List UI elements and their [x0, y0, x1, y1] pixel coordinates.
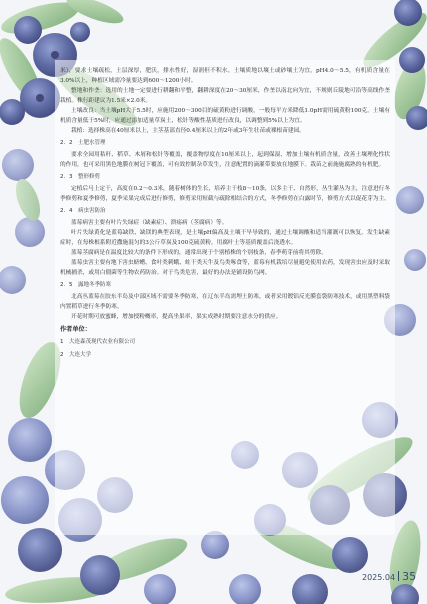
paragraph-pests: 蓝莓虫害主要有地下害虫蛴螬、食叶类刺蛾、蛀干类天牛及鸟类啄食等，蓝莓有机栽培尽量避免使用农药，发现害虫应及时采取机械捕杀，或用白僵菌等生物农药防治。对于鸟类危害，最好的办法是铺设防鸟网。 [60, 260, 390, 276]
paragraph-planting: 栽植：选择株高在40厘米以上，主茎基部直径0.4厘米以上的2年或3年生壮苗或裸根苗建园。 [71, 128, 305, 134]
paragraph-pollination: 开花时期可放蜜蜂，增加授粉概率，提高坐果率，果实成熟时期要注意水分的供应。 [71, 314, 282, 320]
affiliation-2: 2 大连大学 [60, 352, 91, 358]
paragraph-land-prep: 整地和作垄：选用的土地一定要进行耕翻和平整，翻耕深度在20～30厘米，作垄以南北向为宜，不规则丘陵地可沿等高线作垄栽植。株行距建议为1.5米×2.0米。 [60, 88, 390, 104]
section-heading-winter-protection: 2．5 露地冬季防寒 [60, 282, 111, 288]
paragraph-chlorosis: 叶片失绿黄化是蓝莓缺铁、缺镁的典型表现，是土壤pH偏高及土壤干旱导致的，通过土壤调酸和适当灌溉可以恢复。发生缺素症时，在每株根系附近撒施混匀的3公斤草炭及100克硫黄粉，用腐叶土等基质覆盖后浇透水。 [60, 230, 390, 246]
paragraph-winter-protection: 北高丛蓝莓在胶东半岛及中部区域不需要冬季防寒，在辽东半岛需埋土防寒，或者采用镀铝反光膜套袋防寒技术，或用黑塑料袋内置稻草进行冬季防寒。 [60, 294, 390, 310]
article-body [60, 66, 390, 362]
section-heading-soil-fertilizer-water: 2．2 土肥水管理 [60, 140, 106, 146]
page-number: 35 [402, 570, 417, 583]
paragraph-diseases-intro: 蓝莓病害主要有叶片失绿症（缺素症）、溃疡病（茎腐病）等。 [71, 220, 228, 226]
page-footer [362, 565, 416, 584]
section-heading-pruning: 2．3 整形修剪 [60, 174, 100, 180]
affiliation-heading: 作者单位： [60, 326, 91, 333]
paragraph-soil-improvement: 土壤改良：当土壤pH大于5.5时，应施用200～300目的硫黄粉进行调酸，一般每平方米降低1.0pH需用硫黄粉100克。土壤有机质含量低于5%时，应通过添加适量草炭土、松针等酸性基质进行改良，以调整到5%以上为宜。 [60, 108, 390, 124]
section-heading-pest-control: 2．4 病虫害防治 [60, 208, 106, 214]
paragraph-soil-fertilizer-water: 要求全园用秸秆、稻草、木屑和松针等覆盖，覆盖物厚度在10厘米以上，起到保湿、增加土壤有机质含量，改善土壤理化性状的作用，也可采用黑色地膜在树冠下覆盖，可有效控制杂草发生，注意配置的滴灌带要放在地膜下。栽苗之前施施腐熟的有机肥。 [60, 152, 390, 168]
paragraph-stem-rot: 蓝莓茎腐病是在温度比较大的条件下形成的，通常出现于个别植株的个别枝条，春季萌芽前将其剪除。 [71, 250, 327, 256]
paragraph-pruning: 定植后马上定干，高度在0.2～0.3米，随着树体的生长，培养主干枝8～10条，以多主干、自然形，丛生灌丛为主，注意进行冬季修剪和夏季修剪，夏季采果完成后进行修剪，修剪采用短截与疏除相结合的方式，冬季修剪在白露时节，修剪方式以促花芽为主。 [60, 186, 391, 202]
footer-divider [398, 571, 399, 581]
issue-date: 2025.04 [362, 573, 396, 582]
affiliation-1: 1 大连森茂现代农业有限公司 [60, 339, 136, 345]
paragraph-soil-requirements: 米），要求土壤疏松，土层深厚，肥沃，排水性好，湿润但不积水。土壤质地以壤土或砂壤土为宜，pH4.0～5.5，有机质含量在3.0%以上，种植区域需冷量要达到600～1200小时。 [60, 68, 390, 84]
author-affiliations [60, 324, 390, 362]
